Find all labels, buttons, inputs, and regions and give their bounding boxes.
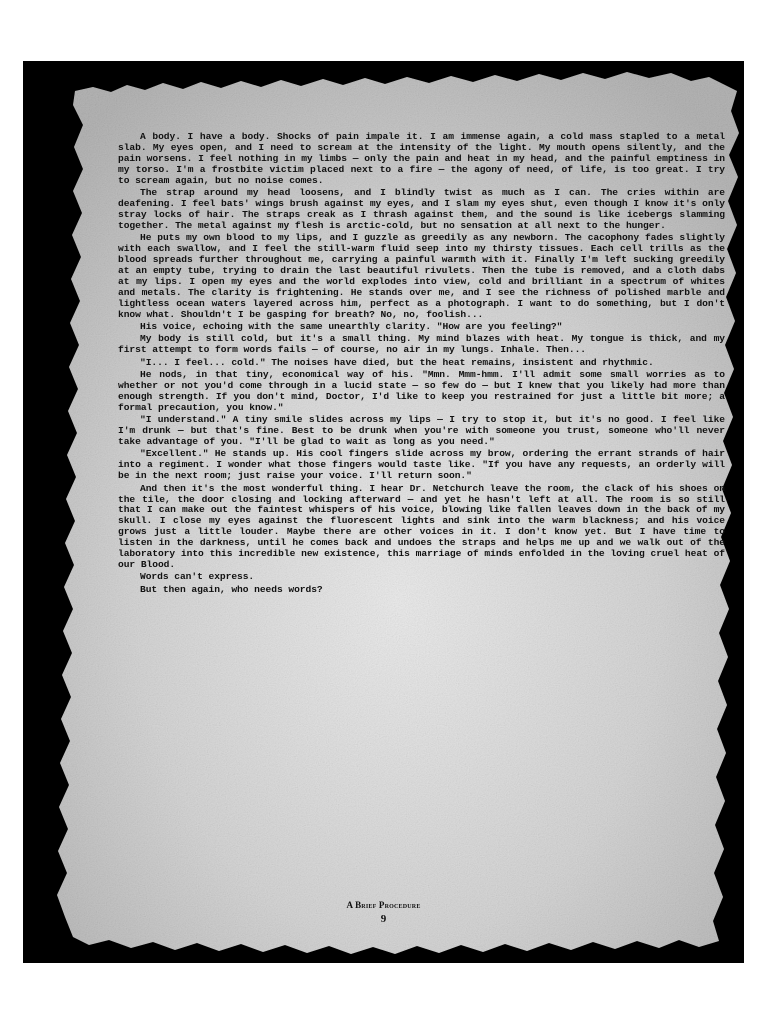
paragraph: My body is still cold, but it's a small thing. My mind blazes with heat. My tongue is thick, and my first attempt to form words fails — of course, no air in my lungs. Inhale. Then... (118, 333, 725, 356)
story-text (118, 132, 725, 772)
paragraph: He puts my own blood to my lips, and I guzzle as greedily as any newborn. The cacophony fades slightly with each swallow, and I feel the still-warm fluid seep into my thirsty tissues. Each cell trills as the blood spreads further throughout me, carrying a painful warmth with it. Finally I'm left sucking greedily at an empty tube, trying to drain the last beautiful rivulets. Then the tube is removed, and a cloth dabs at my lips. I open my eyes and the world explodes into view, cold and brilliant in a spectrum of whites and metals. The clarity is frightening. He stands over me, and I see the richness of polished marble and lightless ocean waters layered across him, perfect as a photograph. I want to do something, but I don't know what. Shouldn't I be gasping for breath? No, no, foolish... (118, 232, 725, 320)
paragraph: He nods, in that tiny, economical way of his. "Mmn. Mmm-hmm. I'll admit some small worries as to whether or not you'd come through in a lucid state — so few do — but I knew that you likely had more than enough strength. If you don't mind, Doctor, I'd like to keep you restrained for just a little bit more; a formal precaution, you know." (118, 369, 725, 413)
paragraph: Words can't express. (140, 571, 255, 583)
paragraph: "I... I feel... cold." The noises have died, but the heat remains, insistent and rhythmic. (140, 356, 654, 368)
paragraph: But then again, who needs words? (140, 583, 323, 595)
running-footer-title: A Brief Procedure (346, 900, 421, 910)
paragraph: "Excellent." He stands up. His cool fingers slide across my brow, ordering the errant strands of hair into a regiment. I wonder what those fingers would taste like. "If you have any requests, an orderly will be in the next room; just raise your voice. I'll return soon." (118, 448, 725, 482)
paragraph: "I understand." A tiny smile slides across my lips — I try to stop it, but it's no good. I feel like I'm drunk — but that's fine. Best to be drunk when you're with someone you trust, someone who'll never take advantage of you. "I'll be glad to wait as long as you need." (118, 414, 725, 447)
paragraph: A body. I have a body. Shocks of pain impale it. I am immense again, a cold mass stapled to a metal slab. My eyes open, and I need to scream at the intensity of the light. My mouth opens silently, and the pain worsens. I feel nothing in my limbs — only the pain and heat in my head, and the painful emptiness in my torso. I'm a frostbite victim placed next to a fire — the agony of need, of life, is too great. I try to scream again, but no noise comes. (118, 132, 725, 186)
paragraph: His voice, echoing with the same unearthly clarity. "How are you feeling?" (140, 320, 563, 332)
page-frame (23, 61, 744, 963)
page-number: 9 (380, 913, 387, 925)
paragraph: The strap around my head loosens, and I blindly twist as much as I can. The cries within are deafening. I feel bats' wings brush against my eyes, and I slam my eyes shut, even though I know it's only stray locks of hair. The straps creak as I thrash against them, and the sound is like icebergs slamming together. The metal against my flesh is arctic-cold, but no sensation at all next to the hunger. (118, 187, 725, 231)
paragraph: And then it's the most wonderful thing. I hear Dr. Netchurch leave the room, the clack of his shoes on the tile, the door closing and locking afterward — and yet he hasn't left at all. The room is so still that I can make out the faintest whispers of his voice, blowing like fallen leaves down in the back of my skull. I close my eyes against the fluorescent lights and sink into the warm blackness; and his voice grows just a little louder. Maybe there are other voices in it. I don't know yet. But I have time to listen in the darkness, until he comes back and undoes the straps and helps me up and we walk out of the laboratory into this incredible new existence, this marriage of minds enfolded in the loving cruel heat of our Blood. (118, 482, 725, 570)
